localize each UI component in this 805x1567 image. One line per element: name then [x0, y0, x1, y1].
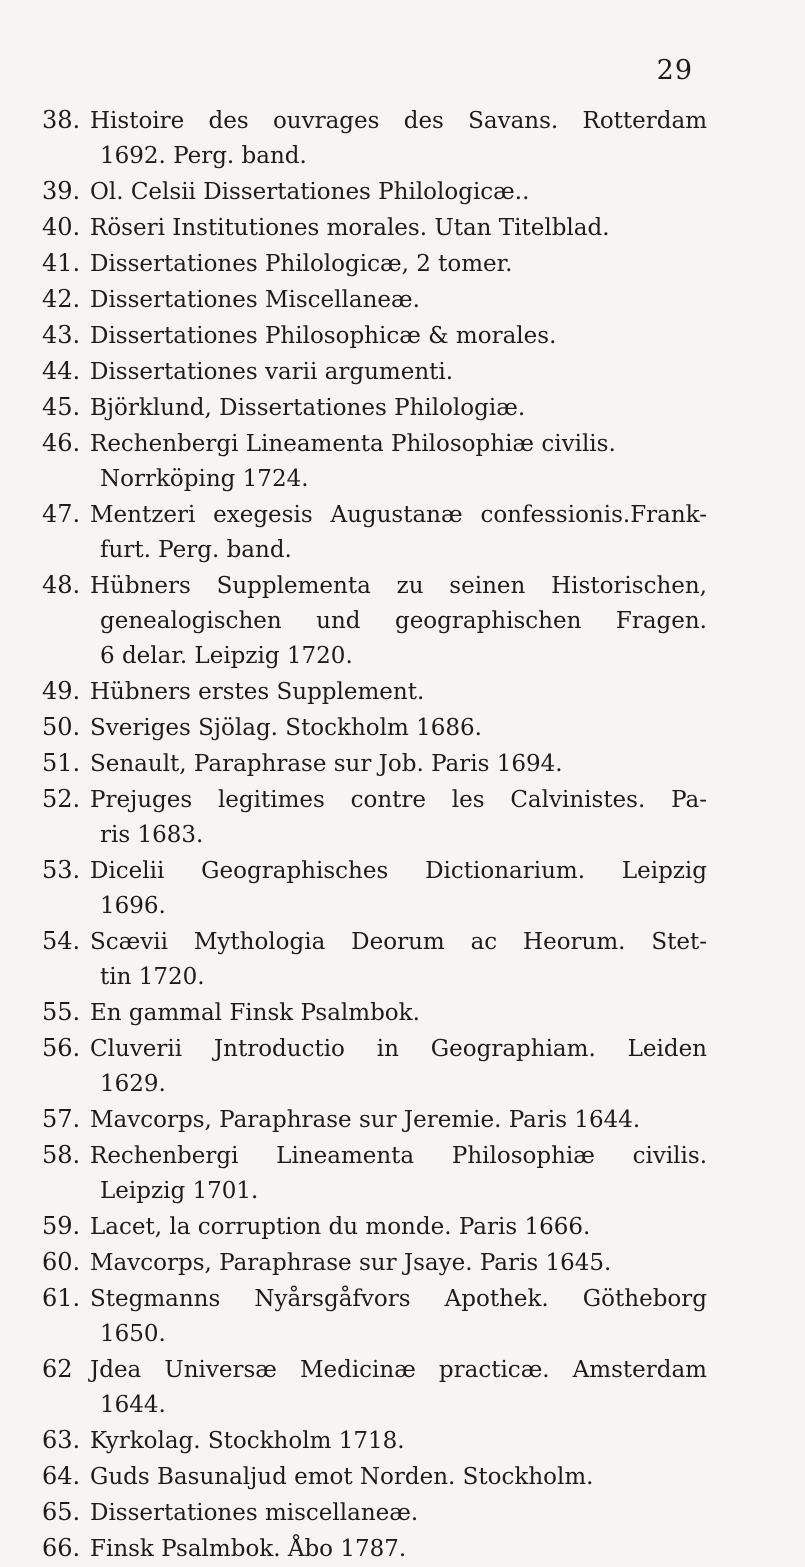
entry-number: 45.	[42, 393, 81, 421]
entry-line: Dissertationes miscellaneæ.	[90, 1500, 419, 1526]
entry-line: Dissertationes Miscellaneæ.	[90, 287, 420, 313]
entry-line: Lacet, la corruption du monde. Paris 1666.	[90, 1214, 591, 1240]
catalogue-entry	[42, 246, 707, 282]
entry-continuation-line: Norrköping 1724.	[100, 466, 309, 492]
entry-number: 41.	[42, 249, 81, 277]
catalogue-entry	[42, 674, 707, 710]
entry-text	[90, 319, 707, 354]
entry-number: 50.	[42, 713, 81, 741]
catalogue-entry	[42, 1531, 707, 1567]
catalogue-entry	[42, 1423, 707, 1459]
entry-line: Rechenbergi Lineamenta Philosophiæ civilis.	[90, 1143, 707, 1169]
entry-number: 60.	[42, 1248, 81, 1276]
entry-number: 48.	[42, 571, 81, 599]
entry-text	[90, 747, 707, 782]
catalogue-entry	[42, 1281, 707, 1352]
entry-text	[90, 355, 707, 390]
entry-line: Histoire des ouvrages des Savans. Rotterdam	[90, 108, 707, 134]
entry-text	[90, 498, 707, 568]
entry-text	[90, 247, 707, 282]
entry-text	[90, 1353, 707, 1423]
entry-line: Senault, Paraphrase sur Job. Paris 1694.	[90, 751, 563, 777]
entry-line: Mentzeri exegesis Augustanæ confessionis.Frank-	[90, 502, 707, 528]
entry-line: Dissertationes Philosophicæ & morales.	[90, 323, 557, 349]
entry-number: 56.	[42, 1034, 81, 1062]
catalogue-entry	[42, 497, 707, 568]
entry-number: 57.	[42, 1105, 81, 1133]
catalogue-entry-list	[42, 103, 707, 1567]
catalogue-entry	[42, 1209, 707, 1245]
entry-text	[90, 1424, 707, 1459]
entry-text	[90, 996, 707, 1031]
entry-text	[90, 104, 707, 174]
entry-line: Guds Basunaljud emot Norden. Stockholm.	[90, 1464, 594, 1490]
catalogue-entry	[42, 103, 707, 174]
entry-number: 58.	[42, 1141, 81, 1169]
entry-text	[90, 1496, 707, 1531]
entry-number: 54.	[42, 927, 81, 955]
entry-line: Björklund, Dissertationes Philologiæ.	[90, 395, 526, 421]
entry-text	[90, 175, 707, 210]
entry-text	[90, 711, 707, 746]
entry-number: 43.	[42, 321, 81, 349]
catalogue-entry	[42, 568, 707, 674]
entry-text	[90, 1282, 707, 1352]
catalogue-entry	[42, 1138, 707, 1209]
entry-text	[90, 854, 707, 924]
catalogue-entry	[42, 782, 707, 853]
entry-line: Stegmanns Nyårsgåfvors Apothek. Götheborg	[90, 1286, 707, 1312]
entry-continuation-line: furt. Perg. band.	[100, 537, 292, 563]
entry-number: 59.	[42, 1212, 81, 1240]
entry-text	[90, 427, 707, 497]
entry-number: 61.	[42, 1284, 81, 1312]
catalogue-entry	[42, 354, 707, 390]
entry-number: 39.	[42, 177, 81, 205]
entry-number: 65.	[42, 1498, 81, 1526]
entry-text	[90, 569, 707, 674]
entry-number: 40.	[42, 213, 81, 241]
catalogue-entry	[42, 390, 707, 426]
catalogue-entry	[42, 1102, 707, 1138]
entry-number: 55.	[42, 998, 81, 1026]
entry-line: Röseri Institutiones morales. Utan Titelblad.	[90, 215, 610, 241]
entry-number: 38.	[42, 106, 81, 134]
entry-number: 44.	[42, 357, 81, 385]
catalogue-entry	[42, 1352, 707, 1423]
entry-number: 47.	[42, 500, 81, 528]
entry-line: Hübners Supplementa zu seinen Historischen,	[90, 573, 707, 599]
entry-text	[90, 925, 707, 995]
catalogue-entry	[42, 318, 707, 354]
entry-line: Mavcorps, Paraphrase sur Jeremie. Paris 1644.	[90, 1107, 641, 1133]
entry-number: 64.	[42, 1462, 81, 1490]
entry-text	[90, 1460, 707, 1495]
entry-number: 62	[42, 1355, 73, 1383]
entry-continuation-line: genealogischen und geographischen Fragen.	[100, 608, 707, 634]
entry-text	[90, 391, 707, 426]
entry-continuation-line: ris 1683.	[100, 822, 204, 848]
catalogue-entry	[42, 1459, 707, 1495]
entry-line: Hübners erstes Supplement.	[90, 679, 425, 705]
catalogue-entry	[42, 995, 707, 1031]
catalogue-entry	[42, 174, 707, 210]
entry-text	[90, 1103, 707, 1138]
catalogue-entry	[42, 1245, 707, 1281]
entry-number: 51.	[42, 749, 81, 777]
entry-text	[90, 1246, 707, 1281]
entry-line: Kyrkolag. Stockholm 1718.	[90, 1428, 405, 1454]
entry-line: En gammal Finsk Psalmbok.	[90, 1000, 420, 1026]
catalogue-entry	[42, 853, 707, 924]
entry-number: 46.	[42, 429, 81, 457]
entry-continuation-line: Leipzig 1701.	[100, 1178, 259, 1204]
entry-text	[90, 1139, 707, 1209]
entry-line: Jdea Universæ Medicinæ practicæ. Amsterdam	[90, 1357, 707, 1383]
entry-number: 66.	[42, 1534, 81, 1562]
page-number: 29	[656, 55, 693, 86]
entry-continuation-line: 6 delar. Leipzig 1720.	[100, 643, 353, 669]
entry-text	[90, 1210, 707, 1245]
entry-text	[90, 675, 707, 710]
catalogue-entry	[42, 924, 707, 995]
catalogue-entry	[42, 282, 707, 318]
entry-number: 53.	[42, 856, 81, 884]
entry-continuation-line: 1650.	[100, 1321, 166, 1347]
entry-line: Dissertationes Philologicæ, 2 tomer.	[90, 251, 513, 277]
entry-line: Finsk Psalmbok. Åbo 1787.	[90, 1536, 407, 1562]
entry-line: Ol. Celsii Dissertationes Philologicæ..	[90, 179, 530, 205]
entry-text	[90, 1032, 707, 1102]
entry-line: Scævii Mythologia Deorum ac Heorum. Stet-	[90, 929, 707, 955]
entry-number: 42.	[42, 285, 81, 313]
entry-line: Dicelii Geographisches Dictionarium. Leipzig	[90, 858, 707, 884]
entry-text	[90, 783, 707, 853]
entry-text	[90, 1532, 707, 1567]
entry-continuation-line: 1629.	[100, 1071, 166, 1097]
catalogue-entry	[42, 210, 707, 246]
entry-continuation-line: 1692. Perg. band.	[100, 143, 307, 169]
entry-text	[90, 211, 707, 246]
entry-continuation-line: 1696.	[100, 893, 166, 919]
entry-line: Cluverii Jntroductio in Geographiam. Leiden	[90, 1036, 707, 1062]
entry-line: Mavcorps, Paraphrase sur Jsaye. Paris 1645.	[90, 1250, 612, 1276]
catalogue-entry	[42, 746, 707, 782]
entry-line: Prejuges legitimes contre les Calvinistes. Pa-	[90, 787, 707, 813]
catalogue-entry	[42, 1495, 707, 1531]
catalogue-entry	[42, 710, 707, 746]
entry-number: 49.	[42, 677, 81, 705]
entry-line: Rechenbergi Lineamenta Philosophiæ civilis.	[90, 431, 616, 457]
entry-continuation-line: tin 1720.	[100, 964, 205, 990]
entry-continuation-line: 1644.	[100, 1392, 166, 1418]
entry-text	[90, 283, 707, 318]
entry-line: Dissertationes varii argumenti.	[90, 359, 454, 385]
catalogue-entry	[42, 426, 707, 497]
entry-number: 52.	[42, 785, 81, 813]
catalogue-entry	[42, 1031, 707, 1102]
entry-number: 63.	[42, 1426, 81, 1454]
entry-line: Sveriges Sjölag. Stockholm 1686.	[90, 715, 482, 741]
